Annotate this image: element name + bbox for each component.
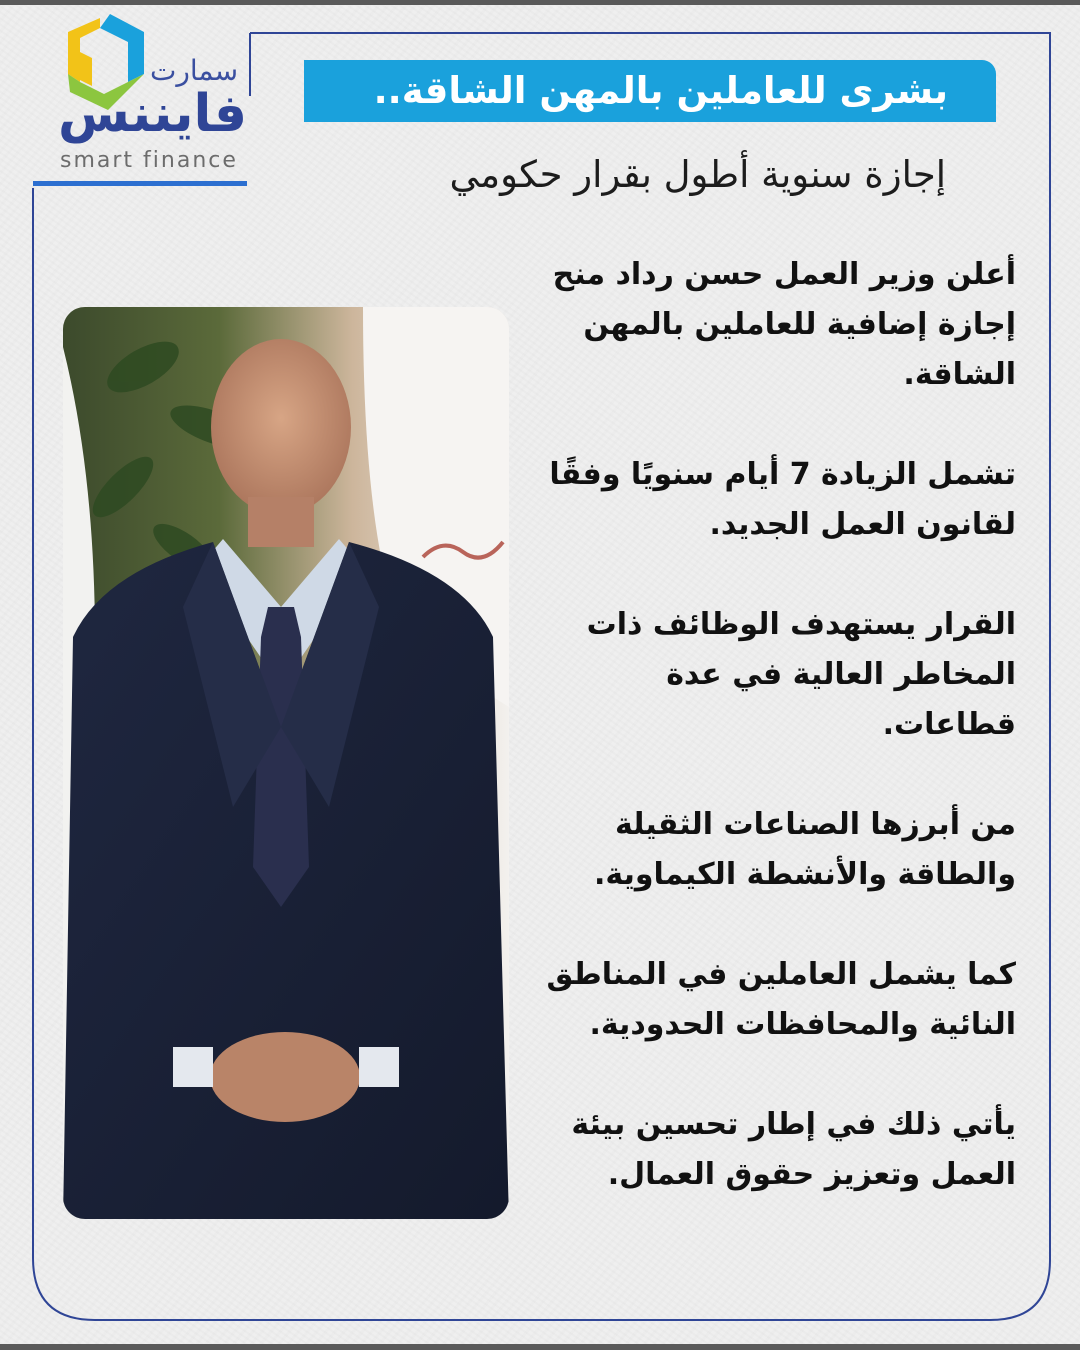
portrait-illustration	[63, 307, 509, 1219]
headline-subtitle: إجازة سنوية أطول بقرار حكومي	[449, 153, 946, 196]
minister-photo	[63, 307, 509, 1219]
paragraph: يأتي ذلك في إطار تحسين بيئة العمل وتعزيز حقوق العمال.	[571, 1107, 1016, 1192]
headline-title: بشرى للعاملين بالمهن الشاقة..	[373, 69, 948, 112]
logo-arabic-main: فايننس	[58, 84, 248, 144]
paragraph: أعلن وزير العمل حسن رداد منح إجازة إضافية للعاملين بالمهن الشاقة.	[552, 257, 1016, 392]
logo-underline	[33, 181, 247, 186]
paragraph: من أبرزها الصناعات الثقيلة والطاقة والأنشطة الكيماوية.	[593, 807, 1016, 892]
paragraph: القرار يستهدف الوظائف ذات المخاطر العالية في عدة قطاعات.	[586, 607, 1016, 742]
brand-logo[interactable]	[30, 10, 250, 190]
article-body	[536, 250, 1016, 1250]
logo-english: smart finance	[60, 148, 238, 173]
logo-arabic-top: سمارت	[150, 54, 239, 87]
paragraph: تشمل الزيادة 7 أيام سنويًا وفقًا لقانون العمل الجديد.	[549, 457, 1016, 542]
paragraph: كما يشمل العاملين في المناطق النائية والمحافظات الحدودية.	[546, 957, 1016, 1042]
headline-banner	[304, 60, 996, 122]
